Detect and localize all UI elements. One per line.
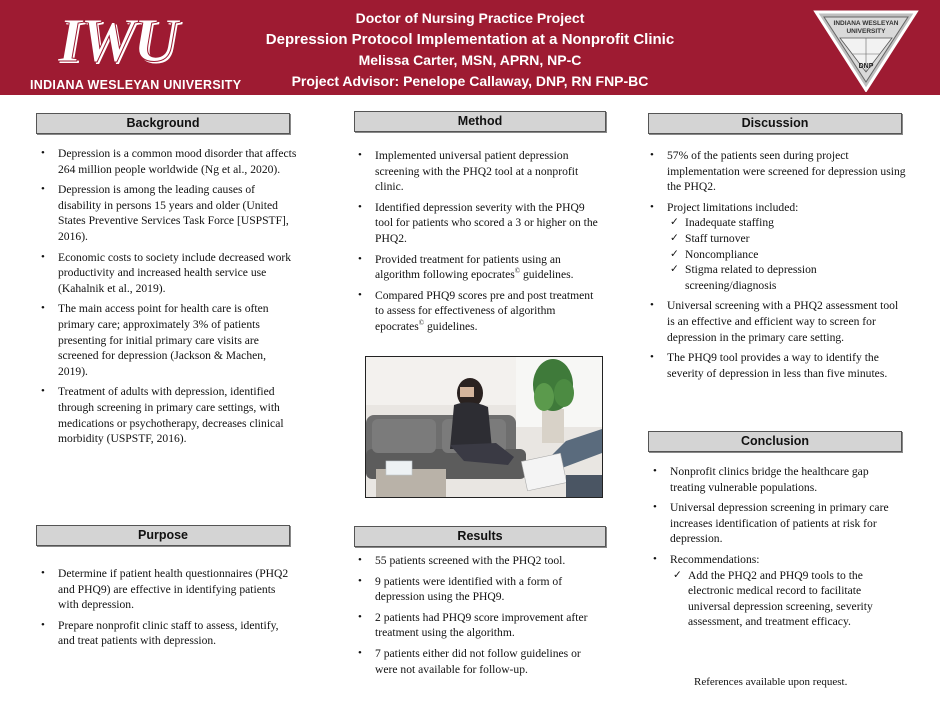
limitations-list xyxy=(667,215,907,293)
conclusion-section xyxy=(650,464,902,635)
iwu-logo xyxy=(30,7,242,92)
results-item: • 55 patients screened with the PHQ2 tool. xyxy=(375,553,605,569)
poster-title-block xyxy=(230,8,710,92)
method-item-text: guidelines. xyxy=(424,319,478,333)
purpose-item: • Determine if patient health questionnaires (PHQ2 and PHQ9) are effective in identifying patients with depression. xyxy=(58,566,298,613)
background-section xyxy=(38,146,298,452)
method-item: • Identified depression severity with the PHQ9 tool for patients who scored a 3 or higher on the PHQ2. xyxy=(375,200,605,247)
results-section xyxy=(355,553,605,682)
background-item: • Depression is among the leading causes of disability in persons 15 years and older (United States Preventive Services Task Force [USPSTF], 2016). xyxy=(58,182,298,244)
poster-title: Depression Protocol Implementation at a Nonprofit Clinic xyxy=(265,31,675,48)
purpose-heading: Purpose xyxy=(36,525,290,546)
svg-text:UNIVERSITY: UNIVERSITY xyxy=(846,28,886,35)
discussion-item: • Universal screening with a PHQ2 assessment tool is an effective and efficient way to screen for depression in the primary care setting. xyxy=(667,298,907,345)
discussion-item: • The PHQ9 tool provides a way to identify the severity of depression in less than five minutes. xyxy=(667,350,907,381)
limitation-item: ✓ Inadequate staffing xyxy=(685,215,907,231)
method-section xyxy=(355,148,605,340)
dnp-seal xyxy=(812,8,920,92)
limitation-item: ✓ Staff turnover xyxy=(685,231,907,247)
logo-mark: IWU xyxy=(58,7,177,75)
background-item: • Depression is a common mood disorder that affects 264 million people worldwide (Ng et al., 2020). xyxy=(58,146,298,177)
results-item: • 7 patients either did not follow guidelines or were not available for follow-up. xyxy=(375,646,605,677)
author: Melissa Carter, MSN, APRN, NP-C xyxy=(358,52,582,68)
method-item: • Implemented universal patient depression screening with the PHQ2 tool at a nonprofit clinic. xyxy=(375,148,605,195)
logo-subtitle: INDIANA WESLEYAN UNIVERSITY xyxy=(30,78,242,92)
counseling-photo xyxy=(365,356,603,498)
recommendations-list xyxy=(670,568,902,630)
recommendation-item: ✓ Add the PHQ2 and PHQ9 tools to the electronic medical record to facilitate universal depression screening, severity assessment, and treatment efficacy. xyxy=(688,568,902,630)
limitation-item: ✓ Noncompliance xyxy=(685,247,907,263)
limitation-item: ✓ Stigma related to depression screening/diagnosis xyxy=(685,262,907,293)
conclusion-item: • Universal depression screening in primary care increases identification of patients at risk for depression. xyxy=(670,500,902,547)
conclusion-heading: Conclusion xyxy=(648,431,902,452)
copyright-mark: © xyxy=(418,319,425,328)
purpose-section xyxy=(38,566,298,654)
conclusion-item xyxy=(670,552,902,630)
advisor: Project Advisor: Penelope Callaway, DNP, RN FNP-BC xyxy=(291,73,649,89)
poster-header xyxy=(0,0,940,95)
discussion-heading: Discussion xyxy=(648,113,902,134)
background-item: • Economic costs to society include decreased work productivity and increased health service use (Kahalnik et al., 2019). xyxy=(58,250,298,297)
limitations-intro: Project limitations included: xyxy=(667,200,799,214)
svg-text:INDIANA WESLEYAN: INDIANA WESLEYAN xyxy=(833,20,899,27)
method-item-text: guidelines. xyxy=(520,268,574,282)
recommendations-intro: Recommendations: xyxy=(670,552,760,566)
project-type: Doctor of Nursing Practice Project xyxy=(355,10,585,26)
background-item: • Treatment of adults with depression, identified through screening in primary care settings, with medications or psychotherapy, decreases clinical morbidity (USPSTF, 2016). xyxy=(58,384,298,446)
discussion-section xyxy=(647,148,907,386)
references-note: References available upon request. xyxy=(694,676,848,688)
purpose-item: • Prepare nonprofit clinic staff to assess, identify, and treat patients with depression. xyxy=(58,618,298,649)
svg-text:DNP: DNP xyxy=(858,63,874,70)
copyright-mark: © xyxy=(514,267,521,276)
method-item-text: Compared PHQ9 scores pre and post treatment to assess for effectiveness of algorithm epocrates xyxy=(375,288,594,333)
results-item: • 2 patients had PHQ9 score improvement after treatment using the algorithm. xyxy=(375,610,605,641)
discussion-item xyxy=(667,200,907,294)
background-item: • The main access point for health care is often primary care; approximately 3% of patients presenting for initial primary care visits are screened for depression (Jackson & Machen, 2019). xyxy=(58,301,298,379)
method-item-text: Provided treatment for patients using an algorithm following epocrates xyxy=(375,252,561,282)
method-item xyxy=(375,252,605,283)
method-heading: Method xyxy=(354,111,606,132)
discussion-item: • 57% of the patients seen during project implementation were screened for depression using the PHQ2. xyxy=(667,148,907,195)
results-item: • 9 patients were identified with a form of depression using the PHQ9. xyxy=(375,574,605,605)
conclusion-item: • Nonprofit clinics bridge the healthcare gap treating vulnerable populations. xyxy=(670,464,902,495)
method-item xyxy=(375,288,605,335)
results-heading: Results xyxy=(354,526,606,547)
background-heading: Background xyxy=(36,113,290,134)
